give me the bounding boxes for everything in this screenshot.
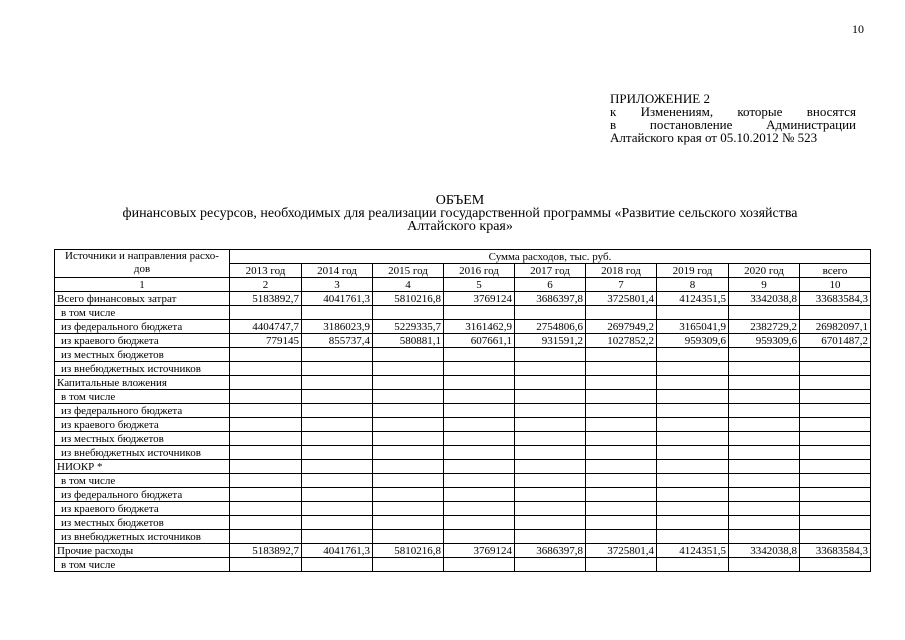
value-cell — [302, 306, 373, 320]
value-cell: 3342038,8 — [729, 292, 800, 306]
value-cell — [515, 530, 586, 544]
row-label-cell: в том числе — [55, 474, 230, 488]
year-header-cell: 2018 год — [586, 264, 657, 278]
value-cell — [230, 474, 302, 488]
row-label-cell: из внебюджетных источников — [55, 530, 230, 544]
value-cell: 3769124 — [444, 544, 515, 558]
value-cell — [230, 558, 302, 572]
value-cell — [373, 348, 444, 362]
appendix-line-1: к Изменениям, которые вносятся — [610, 104, 856, 119]
table-row — [55, 530, 871, 544]
row-label-cell: из краевого бюджета — [55, 334, 230, 348]
value-cell — [515, 516, 586, 530]
value-cell — [515, 348, 586, 362]
row-label-cell: из федерального бюджета — [55, 488, 230, 502]
value-cell — [230, 502, 302, 516]
value-cell — [657, 446, 729, 460]
value-cell: 3161462,9 — [444, 320, 515, 334]
appendix-line-2: в постановление Администрации — [610, 117, 856, 132]
year-header-cell: 2013 год — [230, 264, 302, 278]
value-cell — [302, 516, 373, 530]
value-cell — [302, 432, 373, 446]
value-cell: 3186023,9 — [302, 320, 373, 334]
row-label-cell: в том числе — [55, 558, 230, 572]
value-cell — [729, 446, 800, 460]
value-cell — [586, 362, 657, 376]
value-cell — [800, 488, 871, 502]
value-cell — [373, 474, 444, 488]
value-cell — [657, 502, 729, 516]
value-cell — [302, 376, 373, 390]
header-sum-cell: Сумма расходов, тыс. руб. — [230, 250, 871, 264]
table-row — [55, 558, 871, 572]
value-cell — [230, 530, 302, 544]
value-cell — [729, 488, 800, 502]
value-cell — [302, 404, 373, 418]
value-cell — [444, 362, 515, 376]
row-label-cell: Прочие расходы — [55, 544, 230, 558]
value-cell — [302, 530, 373, 544]
column-number-cell: 8 — [657, 278, 729, 292]
year-header-cell: 2020 год — [729, 264, 800, 278]
value-cell — [515, 362, 586, 376]
value-cell: 1027852,2 — [586, 334, 657, 348]
table-row — [55, 460, 871, 474]
value-cell: 2382729,2 — [729, 320, 800, 334]
value-cell — [444, 348, 515, 362]
value-cell — [586, 446, 657, 460]
value-cell — [302, 488, 373, 502]
value-cell — [729, 502, 800, 516]
value-cell — [800, 306, 871, 320]
value-cell — [302, 474, 373, 488]
value-cell — [373, 376, 444, 390]
column-number-cell: 3 — [302, 278, 373, 292]
column-number-cell: 5 — [444, 278, 515, 292]
value-cell — [373, 362, 444, 376]
value-cell — [444, 446, 515, 460]
value-cell — [800, 390, 871, 404]
value-cell — [515, 432, 586, 446]
value-cell — [302, 418, 373, 432]
value-cell: 5229335,7 — [373, 320, 444, 334]
appendix-block — [610, 92, 856, 144]
row-label-cell: из внебюджетных источников — [55, 446, 230, 460]
value-cell — [657, 488, 729, 502]
value-cell — [373, 390, 444, 404]
value-cell — [444, 390, 515, 404]
value-cell — [230, 376, 302, 390]
value-cell: 3342038,8 — [729, 544, 800, 558]
value-cell — [657, 460, 729, 474]
row-label-cell: из федерального бюджета — [55, 320, 230, 334]
table-body — [55, 250, 871, 572]
column-number-cell: 7 — [586, 278, 657, 292]
header-source-cell: Источники и направления расхо-дов — [55, 250, 230, 278]
value-cell: 959309,6 — [729, 334, 800, 348]
value-cell — [444, 418, 515, 432]
value-cell — [302, 390, 373, 404]
value-cell: 2697949,2 — [586, 320, 657, 334]
value-cell: 931591,2 — [515, 334, 586, 348]
table-row — [55, 544, 871, 558]
value-cell — [444, 460, 515, 474]
value-cell — [657, 558, 729, 572]
table-row — [55, 390, 871, 404]
value-cell — [515, 404, 586, 418]
value-cell — [800, 502, 871, 516]
row-label-cell: из федерального бюджета — [55, 404, 230, 418]
document-title — [60, 194, 860, 233]
value-cell — [230, 432, 302, 446]
row-label-cell: Капитальные вложения — [55, 376, 230, 390]
table-row — [55, 516, 871, 530]
value-cell — [729, 418, 800, 432]
value-cell — [800, 446, 871, 460]
value-cell — [800, 404, 871, 418]
value-cell — [373, 306, 444, 320]
value-cell — [515, 446, 586, 460]
value-cell — [230, 418, 302, 432]
value-cell — [373, 558, 444, 572]
value-cell — [657, 404, 729, 418]
value-cell — [230, 306, 302, 320]
value-cell — [373, 460, 444, 474]
value-cell: 4041761,3 — [302, 292, 373, 306]
value-cell — [515, 418, 586, 432]
value-cell — [302, 502, 373, 516]
value-cell — [586, 502, 657, 516]
row-label-cell: НИОКР * — [55, 460, 230, 474]
value-cell: 5183892,7 — [230, 292, 302, 306]
value-cell — [586, 488, 657, 502]
appendix-line-3: Алтайского края от 05.10.2012 № 523 — [610, 130, 818, 145]
column-number-cell: 4 — [373, 278, 444, 292]
value-cell: 33683584,3 — [800, 292, 871, 306]
value-cell — [302, 446, 373, 460]
year-header-cell: 2014 год — [302, 264, 373, 278]
value-cell — [586, 376, 657, 390]
value-cell — [515, 488, 586, 502]
table-row — [55, 446, 871, 460]
value-cell — [586, 460, 657, 474]
table-row — [55, 306, 871, 320]
column-number-cell: 2 — [230, 278, 302, 292]
value-cell — [230, 390, 302, 404]
value-cell: 33683584,3 — [800, 544, 871, 558]
value-cell — [230, 348, 302, 362]
value-cell — [586, 390, 657, 404]
row-label-cell: из внебюджетных источников — [55, 362, 230, 376]
year-header-cell: всего — [800, 264, 871, 278]
value-cell — [657, 376, 729, 390]
value-cell — [800, 516, 871, 530]
value-cell — [444, 530, 515, 544]
table-row — [55, 292, 871, 306]
value-cell: 779145 — [230, 334, 302, 348]
value-cell — [657, 474, 729, 488]
value-cell — [729, 516, 800, 530]
value-cell — [302, 558, 373, 572]
column-number-cell: 10 — [800, 278, 871, 292]
value-cell: 607661,1 — [444, 334, 515, 348]
value-cell — [657, 530, 729, 544]
table-row — [55, 404, 871, 418]
value-cell — [800, 432, 871, 446]
value-cell — [586, 404, 657, 418]
year-header-cell: 2017 год — [515, 264, 586, 278]
value-cell — [657, 418, 729, 432]
value-cell — [729, 306, 800, 320]
value-cell — [444, 474, 515, 488]
value-cell — [729, 530, 800, 544]
value-cell — [373, 516, 444, 530]
value-cell — [800, 418, 871, 432]
value-cell — [373, 432, 444, 446]
row-label-cell: из краевого бюджета — [55, 502, 230, 516]
value-cell — [586, 348, 657, 362]
value-cell — [230, 460, 302, 474]
table-row — [55, 432, 871, 446]
value-cell: 3725801,4 — [586, 544, 657, 558]
table-row — [55, 362, 871, 376]
column-number-cell: 6 — [515, 278, 586, 292]
value-cell — [657, 516, 729, 530]
title-line-1: ОБЪЕМ — [435, 193, 485, 208]
value-cell: 959309,6 — [657, 334, 729, 348]
value-cell — [729, 348, 800, 362]
value-cell — [515, 390, 586, 404]
value-cell — [586, 432, 657, 446]
value-cell — [373, 404, 444, 418]
table-row — [55, 418, 871, 432]
value-cell: 855737,4 — [302, 334, 373, 348]
row-label-cell: из краевого бюджета — [55, 418, 230, 432]
value-cell — [373, 418, 444, 432]
value-cell: 3165041,9 — [657, 320, 729, 334]
value-cell — [373, 446, 444, 460]
appendix-title: ПРИЛОЖЕНИЕ 2 — [610, 91, 710, 106]
value-cell — [800, 474, 871, 488]
value-cell — [800, 530, 871, 544]
financial-table — [54, 249, 871, 572]
value-cell: 5183892,7 — [230, 544, 302, 558]
table-row — [55, 320, 871, 334]
value-cell: 3769124 — [444, 292, 515, 306]
value-cell — [800, 348, 871, 362]
value-cell — [230, 404, 302, 418]
value-cell: 5810216,8 — [373, 292, 444, 306]
value-cell: 3686397,8 — [515, 544, 586, 558]
value-cell — [729, 390, 800, 404]
row-label-cell: из местных бюджетов — [55, 348, 230, 362]
value-cell — [302, 362, 373, 376]
value-cell: 5810216,8 — [373, 544, 444, 558]
value-cell — [515, 306, 586, 320]
page-number: 10 — [852, 22, 864, 36]
value-cell — [586, 558, 657, 572]
value-cell — [729, 362, 800, 376]
table-row — [55, 334, 871, 348]
value-cell — [800, 362, 871, 376]
value-cell — [444, 306, 515, 320]
row-label-cell: в том числе — [55, 306, 230, 320]
value-cell — [230, 362, 302, 376]
value-cell — [373, 488, 444, 502]
value-cell — [729, 558, 800, 572]
value-cell — [657, 306, 729, 320]
value-cell — [800, 460, 871, 474]
value-cell: 26982097,1 — [800, 320, 871, 334]
value-cell: 4404747,7 — [230, 320, 302, 334]
value-cell — [515, 558, 586, 572]
header-row-1 — [55, 250, 871, 264]
value-cell — [230, 516, 302, 530]
value-cell — [230, 446, 302, 460]
value-cell: 4124351,5 — [657, 292, 729, 306]
value-cell — [444, 488, 515, 502]
value-cell — [373, 530, 444, 544]
header-row-numbers — [55, 278, 871, 292]
value-cell — [444, 376, 515, 390]
value-cell — [230, 488, 302, 502]
value-cell: 3686397,8 — [515, 292, 586, 306]
value-cell — [729, 432, 800, 446]
value-cell — [515, 460, 586, 474]
value-cell — [657, 348, 729, 362]
value-cell — [302, 348, 373, 362]
value-cell: 6701487,2 — [800, 334, 871, 348]
value-cell — [586, 306, 657, 320]
value-cell — [515, 474, 586, 488]
table-row — [55, 488, 871, 502]
value-cell — [657, 432, 729, 446]
row-label-cell: Всего финансовых затрат — [55, 292, 230, 306]
year-header-cell: 2019 год — [657, 264, 729, 278]
value-cell — [800, 558, 871, 572]
value-cell — [586, 530, 657, 544]
table-row — [55, 474, 871, 488]
column-number-cell: 9 — [729, 278, 800, 292]
value-cell — [444, 558, 515, 572]
value-cell — [729, 460, 800, 474]
value-cell — [302, 460, 373, 474]
value-cell — [515, 376, 586, 390]
column-number-cell: 1 — [55, 278, 230, 292]
year-header-cell: 2016 год — [444, 264, 515, 278]
value-cell — [586, 516, 657, 530]
value-cell: 2754806,6 — [515, 320, 586, 334]
title-line-2: финансовых ресурсов, необходимых для реализации государственной программы «Развитие сельского хозяйства — [122, 206, 798, 221]
value-cell — [515, 502, 586, 516]
value-cell — [373, 502, 444, 516]
value-cell — [444, 516, 515, 530]
value-cell — [586, 474, 657, 488]
value-cell — [729, 474, 800, 488]
value-cell — [657, 390, 729, 404]
value-cell: 4041761,3 — [302, 544, 373, 558]
value-cell — [729, 376, 800, 390]
value-cell — [444, 502, 515, 516]
row-label-cell: из местных бюджетов — [55, 516, 230, 530]
table-row — [55, 348, 871, 362]
title-line-3: Алтайского края» — [407, 219, 513, 234]
row-label-cell: в том числе — [55, 390, 230, 404]
value-cell — [800, 376, 871, 390]
row-label-cell: из местных бюджетов — [55, 432, 230, 446]
table-row — [55, 376, 871, 390]
value-cell — [444, 432, 515, 446]
value-cell — [729, 404, 800, 418]
value-cell — [444, 404, 515, 418]
value-cell: 580881,1 — [373, 334, 444, 348]
value-cell — [586, 418, 657, 432]
value-cell: 4124351,5 — [657, 544, 729, 558]
table-row — [55, 502, 871, 516]
value-cell: 3725801,4 — [586, 292, 657, 306]
value-cell — [657, 362, 729, 376]
year-header-cell: 2015 год — [373, 264, 444, 278]
